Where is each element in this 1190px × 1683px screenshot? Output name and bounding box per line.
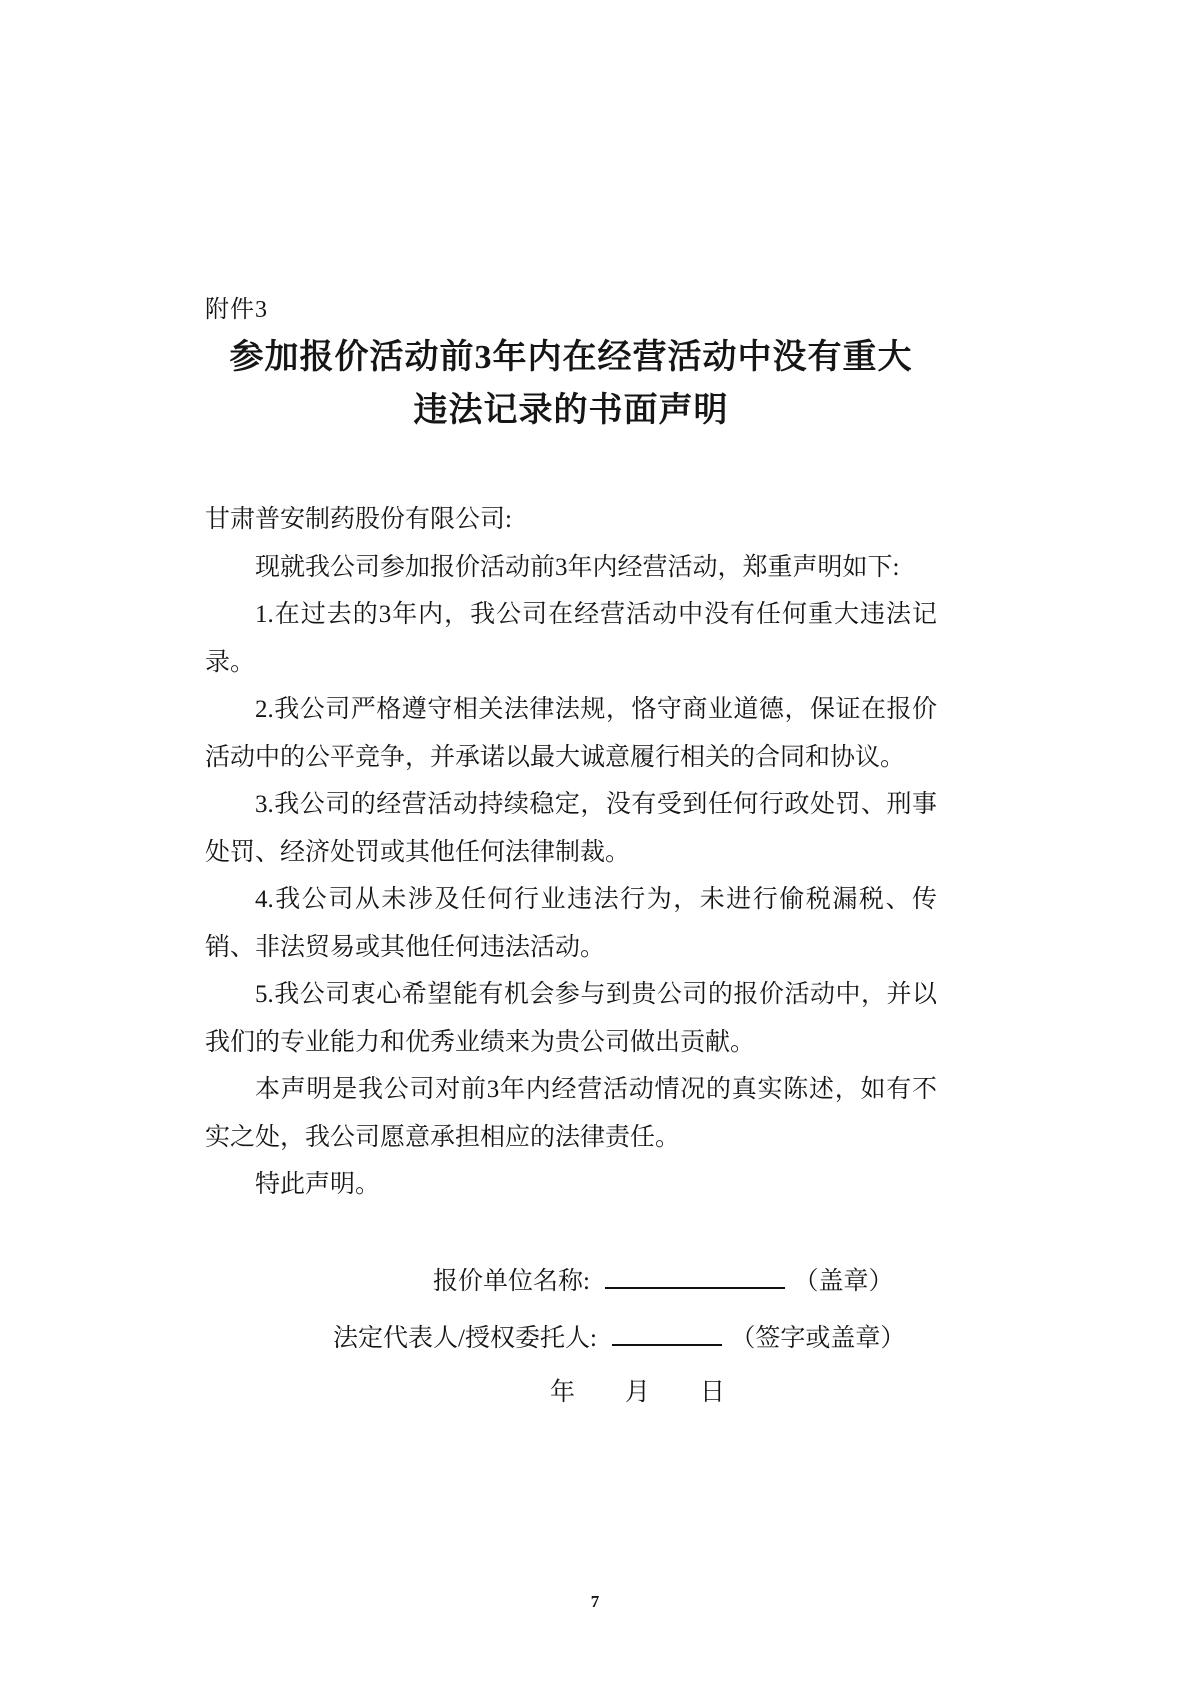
declaration-body	[205, 496, 937, 1209]
legal-rep-suffix: （签字或盖章）	[730, 1325, 906, 1352]
signature-company-line	[433, 1259, 893, 1299]
declaration-intro: 现就我公司参加报价活动前3年内经营活动，郑重声明如下:	[255, 553, 900, 581]
declaration-item-4: 4.我公司从未涉及任何行业违法行为，未进行偷税漏税、传销、非法贸易或其他任何违法活动。	[205, 886, 937, 961]
legal-rep-label: 法定代表人/授权委托人:	[333, 1325, 597, 1352]
document-title-line1: 参加报价活动前3年内在经营活动中没有重大	[229, 339, 913, 376]
salutation: 甘肃普安制药股份有限公司:	[205, 506, 512, 533]
signature-legal-rep-line	[333, 1316, 905, 1356]
declaration-item-3: 3.我公司的经营活动持续稳定，没有受到任何行政处罚、刑事处罚、经济处罚或其他任何法律制裁。	[205, 791, 937, 866]
legal-rep-blank	[612, 1316, 722, 1346]
declaration-item-1: 1.在过去的3年内，我公司在经营活动中没有任何重大违法记录。	[205, 601, 937, 676]
page-number: 7	[590, 1592, 600, 1611]
document-title-line2: 违法记录的书面声明	[413, 392, 729, 429]
declaration-truth-statement: 本声明是我公司对前3年内经营活动情况的真实陈述，如有不实之处，我公司愿意承担相应的法律责任。	[205, 1076, 937, 1151]
declaration-item-5: 5.我公司衷心希望能有机会参与到贵公司的报价活动中，并以我们的专业能力和优秀业绩来为贵公司做出贡献。	[205, 981, 937, 1056]
document-title	[205, 331, 937, 437]
document-content	[205, 297, 937, 1209]
signature-date-line: 年 月 日	[550, 1379, 726, 1406]
company-name-label: 报价单位名称:	[433, 1268, 590, 1295]
attachment-label: 附件3	[205, 297, 268, 323]
company-seal-suffix: （盖章）	[793, 1268, 894, 1295]
declaration-closing: 特此声明。	[255, 1171, 381, 1198]
declaration-item-2: 2.我公司严格遵守相关法律法规，恪守商业道德，保证在报价活动中的公平竞争，并承诺以最大诚意履行相关的合同和协议。	[205, 696, 937, 771]
company-name-blank	[605, 1259, 785, 1289]
